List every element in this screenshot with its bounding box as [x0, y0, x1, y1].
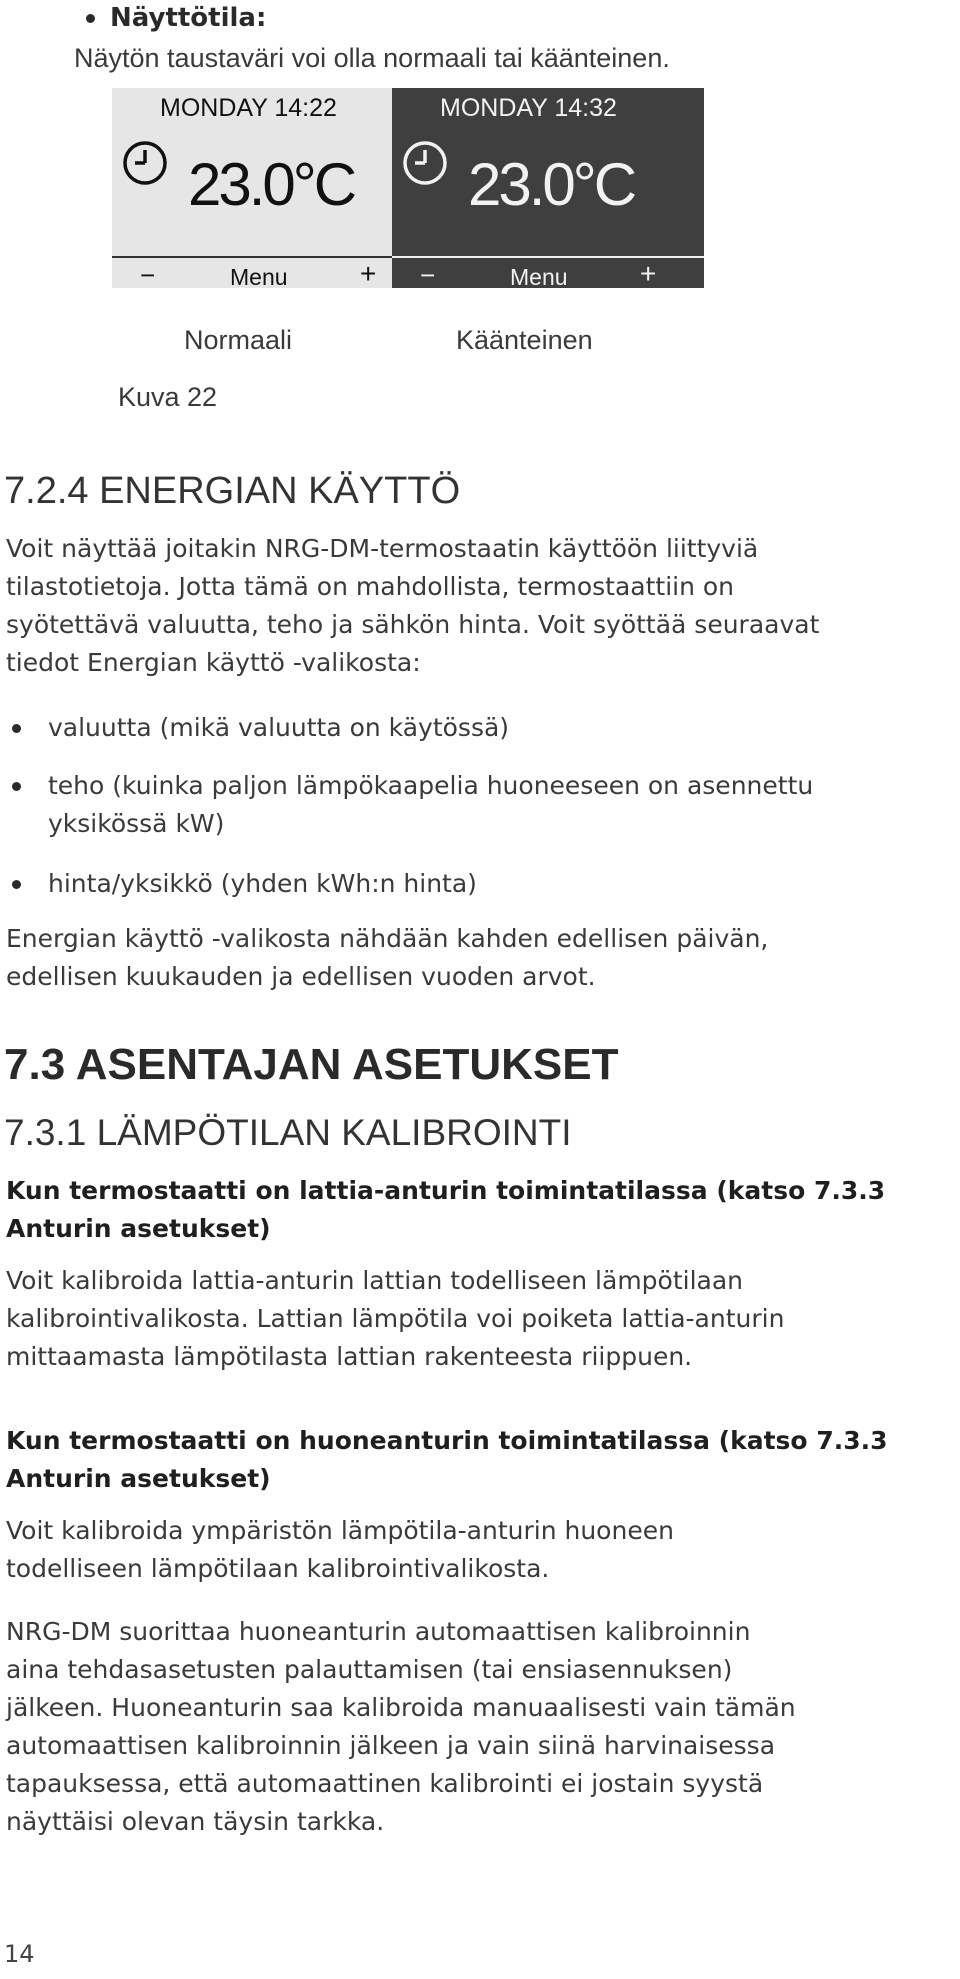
text-line: Kun termostaatti on huoneanturin toimintatilassa (katso 7.3.3 — [6, 1426, 888, 1455]
section-heading-installer: 7.3 ASENTAJAN ASETUKSET — [4, 1040, 619, 1089]
bullet-dot — [12, 724, 21, 733]
screen-menu-label: Menu — [510, 264, 568, 290]
auto-calibration-text — [6, 1613, 951, 1841]
text-line: hinta/yksikkö (yhden kWh:n hinta) — [48, 869, 477, 898]
text-line: Energian käyttö -valikosta nähdään kahden edellisen päivän, — [6, 924, 769, 953]
screen-day-time: MONDAY 14:22 — [160, 94, 337, 122]
display-mode-description: Näytön taustaväri voi olla normaali tai käänteinen. — [74, 43, 670, 73]
text-line: Voit näyttää joitakin NRG-DM-termostaatin käyttöön liittyviä — [6, 534, 759, 563]
text-line: Voit kalibroida ympäristön lämpötila-anturin huoneen — [6, 1516, 674, 1545]
floor-mode-heading — [6, 1172, 885, 1248]
text-line: Voit kalibroida lattia-anturin lattian todelliseen lämpötilaan — [6, 1266, 744, 1295]
bullet-dot — [86, 14, 95, 23]
figure-label: Kuva 22 — [118, 382, 218, 412]
room-mode-text — [6, 1512, 951, 1588]
list-item — [48, 709, 509, 747]
text-line: tapauksessa, että automaattinen kalibrointi ei jostain syystä — [6, 1769, 764, 1798]
bullet-dot — [12, 782, 21, 791]
text-line: tilastotietoja. Jotta tämä on mahdollista, termostaattiin on — [6, 572, 735, 601]
section-heading-energy: 7.2.4 ENERGIAN KÄYTTÖ — [4, 470, 461, 512]
screen-divider — [112, 256, 424, 258]
minus-icon: − — [420, 260, 436, 290]
text-line: tiedot Energian käyttö -valikosta: — [6, 648, 421, 677]
text-line: yksikössä kW) — [48, 809, 225, 838]
thermostat-screen-inverted — [392, 88, 704, 288]
display-mode-label: Näyttötila: — [110, 3, 267, 33]
floor-mode-text — [6, 1262, 951, 1376]
plus-icon: + — [360, 258, 377, 289]
caption-normal: Normaali — [184, 325, 293, 355]
page-number: 14 — [4, 1940, 35, 1968]
text-line: todelliseen lämpötilaan kalibrointivalikosta. — [6, 1554, 550, 1583]
room-mode-heading — [6, 1422, 888, 1498]
screen-temperature: 23.0°C — [188, 151, 355, 218]
text-line: aina tehdasasetusten palauttamisen (tai ensiasennuksen) — [6, 1655, 733, 1684]
screen-menu-label: Menu — [230, 264, 288, 290]
screen-divider — [392, 256, 704, 258]
text-line: Anturin asetukset) — [6, 1214, 271, 1243]
energy-intro — [6, 530, 951, 682]
text-line: kalibrointivalikosta. Lattian lämpötila voi poiketa lattia-anturin — [6, 1304, 785, 1333]
minus-icon: − — [140, 260, 156, 290]
caption-inverted: Käänteinen — [456, 325, 593, 355]
text-line: jälkeen. Huoneanturin saa kalibroida manuaalisesti vain tämän — [6, 1693, 796, 1722]
text-line: näyttäisi olevan täysin tarkka. — [6, 1807, 385, 1836]
subsection-heading-calibration: 7.3.1 LÄMPÖTILAN KALIBROINTI — [4, 1112, 572, 1153]
text-line: syötettävä valuutta, teho ja sähkön hinta. Voit syöttää seuraavat — [6, 610, 820, 639]
text-line: mittaamasta lämpötilasta lattian rakenteesta riippuen. — [6, 1342, 693, 1371]
text-line: Anturin asetukset) — [6, 1464, 271, 1493]
text-line: Kun termostaatti on lattia-anturin toimintatilassa (katso 7.3.3 — [6, 1176, 886, 1205]
clock-icon — [400, 138, 450, 188]
text-line: automaattisen kalibroinnin jälkeen ja vain siinä harvinaisessa — [6, 1731, 776, 1760]
thermostat-screen-normal — [112, 88, 424, 288]
energy-outro — [6, 920, 951, 996]
screen-day-time: MONDAY 14:32 — [440, 94, 617, 122]
screen-temperature: 23.0°C — [468, 151, 635, 218]
text-line: edellisen kuukauden ja edellisen vuoden arvot. — [6, 962, 596, 991]
list-item — [48, 767, 813, 843]
bullet-dot — [12, 880, 21, 889]
plus-icon: + — [640, 258, 657, 289]
clock-icon — [120, 138, 170, 188]
text-line: valuutta (mikä valuutta on käytössä) — [48, 713, 510, 742]
text-line: teho (kuinka paljon lämpökaapelia huoneeseen on asennettu — [48, 771, 814, 800]
text-line: NRG-DM suorittaa huoneanturin automaattisen kalibroinnin — [6, 1617, 751, 1646]
list-item — [48, 865, 477, 903]
